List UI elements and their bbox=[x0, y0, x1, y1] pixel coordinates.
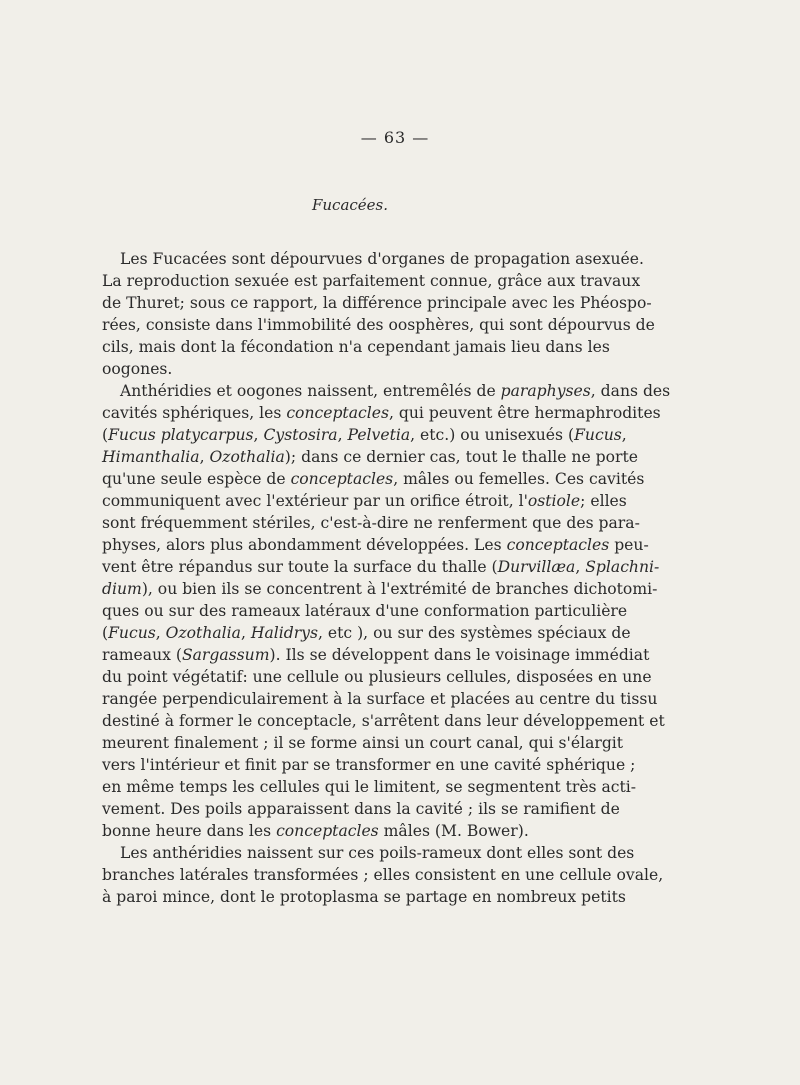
paragraph bbox=[102, 842, 664, 908]
text-line: rameaux (Sargassum). Ils se développent dans le voisinage immédiat bbox=[102, 646, 650, 664]
text-line: La reproduction sexuée est parfaitement connue, grâce aux travaux bbox=[102, 272, 641, 290]
text-line: physes, alors plus abondamment développées. Les conceptacles peu- bbox=[102, 536, 649, 554]
text-line: communiquent avec l'extérieur par un orifice étroit, l'ostiole; elles bbox=[102, 492, 627, 510]
text-line: cavités sphériques, les conceptacles, qui peuvent être hermaphrodites bbox=[102, 404, 661, 422]
text-line: rangée perpendiculairement à la surface et placées au centre du tissu bbox=[102, 690, 658, 708]
text-line: à paroi mince, dont le protoplasma se partage en nombreux petits bbox=[102, 888, 626, 906]
body-text bbox=[102, 248, 671, 908]
text-line: (Fucus platycarpus, Cystosira, Pelvetia, etc.) ou unisexués (Fucus, bbox=[102, 426, 627, 444]
text-line: vers l'intérieur et finit par se transformer en une cavité sphérique ; bbox=[102, 756, 636, 774]
text-line: sont fréquemment stériles, c'est-à-dire ne renferment que des para- bbox=[102, 514, 640, 532]
text-line: qu'une seule espèce de conceptacles, mâles ou femelles. Ces cavités bbox=[102, 470, 645, 488]
paragraph bbox=[102, 248, 655, 380]
text-line: du point végétatif: une cellule ou plusieurs cellules, disposées en une bbox=[102, 668, 652, 686]
text-line: bonne heure dans les conceptacles mâles (M. Bower). bbox=[102, 822, 529, 840]
text-line: rées, consiste dans l'immobilité des oosphères, qui sont dépourvus de bbox=[102, 316, 655, 334]
text-line: (Fucus, Ozothalia, Halidrys, etc ), ou sur des systèmes spéciaux de bbox=[102, 624, 631, 642]
text-line: Himanthalia, Ozothalia); dans ce dernier cas, tout le thalle ne porte bbox=[102, 448, 638, 466]
text-line: Les Fucacées sont dépourvues d'organes de propagation asexuée. bbox=[120, 250, 644, 268]
section-title: Fucacées. bbox=[311, 196, 389, 214]
text-line: dium), ou bien ils se concentrent à l'extrémité de branches dichotomi- bbox=[102, 580, 658, 598]
paragraph bbox=[102, 380, 671, 842]
text-line: ques ou sur des rameaux latéraux d'une conformation particulière bbox=[102, 602, 628, 620]
text-line: Les anthéridies naissent sur ces poils-rameux dont elles sont des bbox=[120, 844, 635, 862]
text-line: branches latérales transformées ; elles consistent en une cellule ovale, bbox=[102, 866, 664, 884]
text-line: destiné à former le conceptacle, s'arrêtent dans leur développement et bbox=[102, 712, 665, 730]
text-line: oogones. bbox=[102, 360, 173, 378]
text-line: en même temps les cellules qui le limitent, se segmentent très acti- bbox=[102, 778, 637, 796]
text-line: meurent finalement ; il se forme ainsi un court canal, qui s'élargit bbox=[102, 734, 624, 752]
text-line: cils, mais dont la fécondation n'a cependant jamais lieu dans les bbox=[102, 338, 610, 356]
text-line: vement. Des poils apparaissent dans la cavité ; ils se ramifient de bbox=[102, 800, 620, 818]
text-line: Anthéridies et oogones naissent, entremêlés de paraphyses, dans des bbox=[120, 382, 671, 400]
text-line: vent être répandus sur toute la surface du thalle (Durvillæa, Splachni- bbox=[102, 558, 660, 576]
page-number: — 63 — bbox=[360, 128, 430, 147]
text-line: de Thuret; sous ce rapport, la différence principale avec les Phéospo- bbox=[102, 294, 652, 312]
